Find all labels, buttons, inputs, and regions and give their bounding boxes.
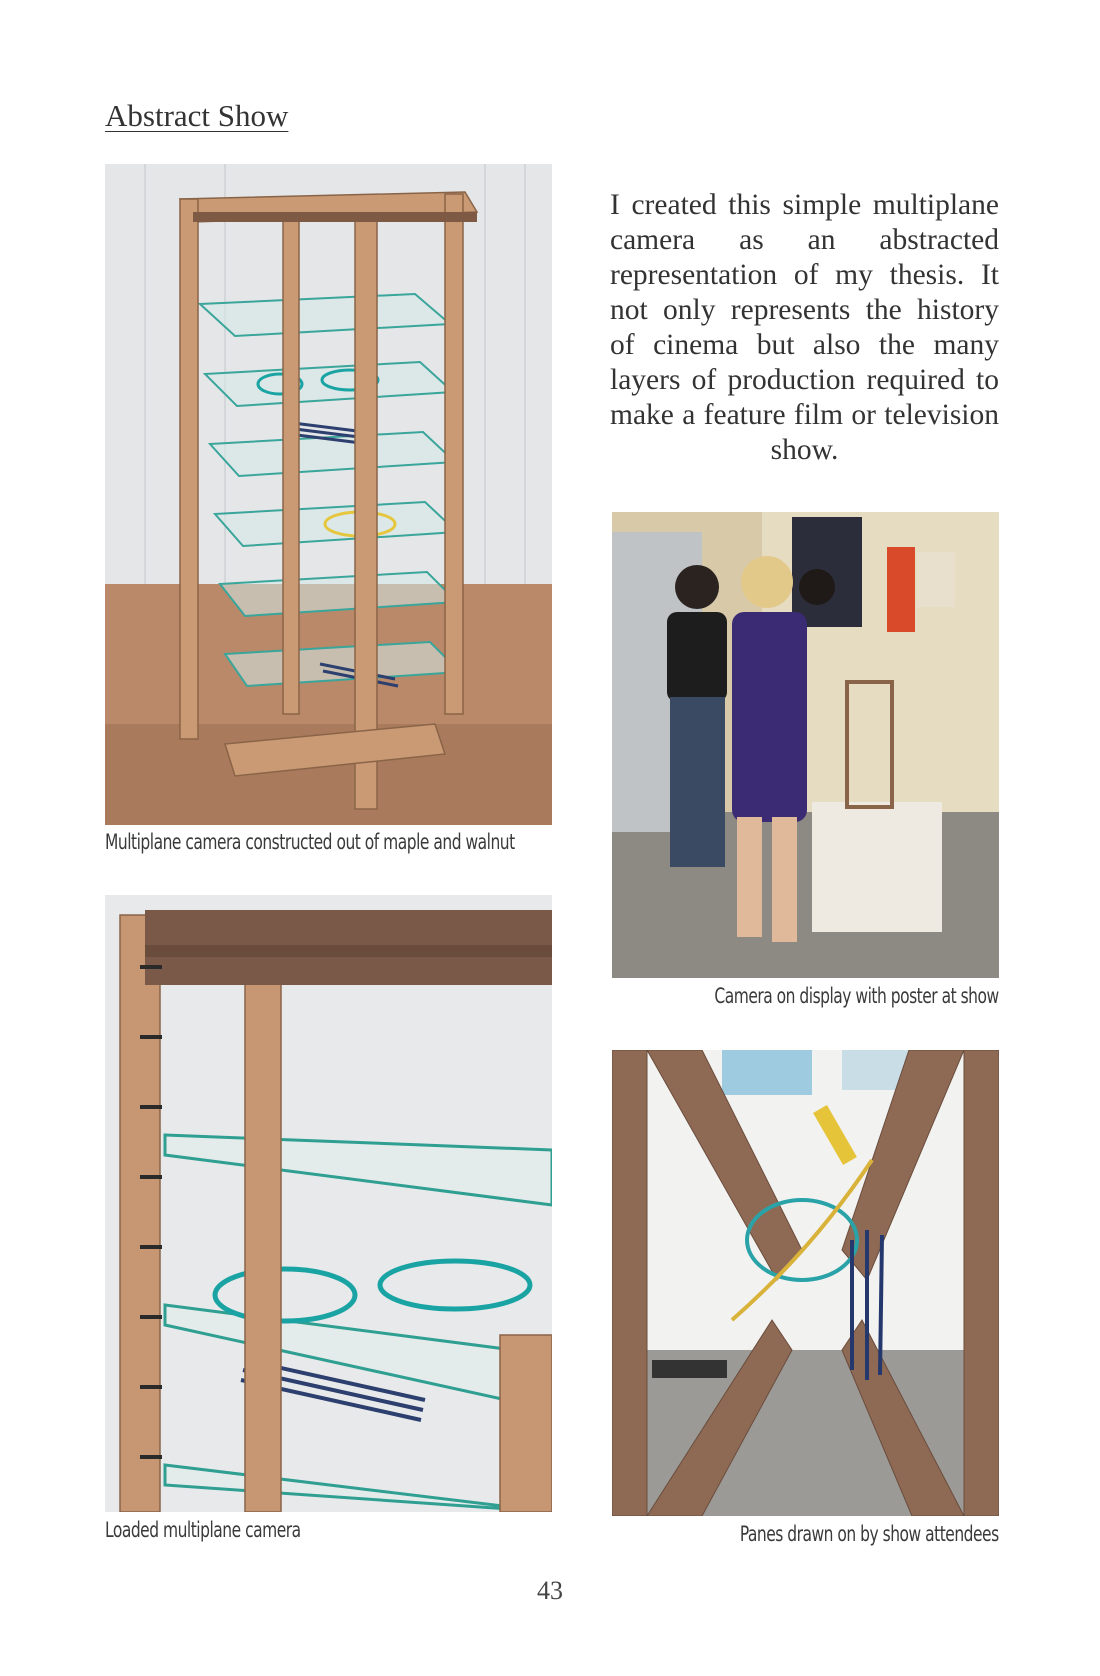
caption-show-display: Camera on display with poster at show (714, 984, 999, 1008)
photo-multiplane-camera (105, 164, 552, 825)
description-paragraph: I created this simple multiplane camera as an abstracted representation of my thesis. It not only represents the history of cinema but also the many layers of production required to make a feature film or television show. (610, 189, 999, 466)
caption-loaded-camera: Loaded multiplane camera (105, 1518, 301, 1542)
caption-drawn-panes: Panes drawn on by show attendees (740, 1522, 999, 1546)
page-heading: Abstract Show (105, 98, 289, 133)
photo-drawn-panes (612, 1050, 999, 1516)
page-number: 43 (537, 1576, 563, 1605)
caption-multiplane-camera: Multiplane camera constructed out of maple and walnut (105, 830, 515, 854)
photo-loaded-camera (105, 895, 552, 1512)
photo-show-display (612, 512, 999, 978)
